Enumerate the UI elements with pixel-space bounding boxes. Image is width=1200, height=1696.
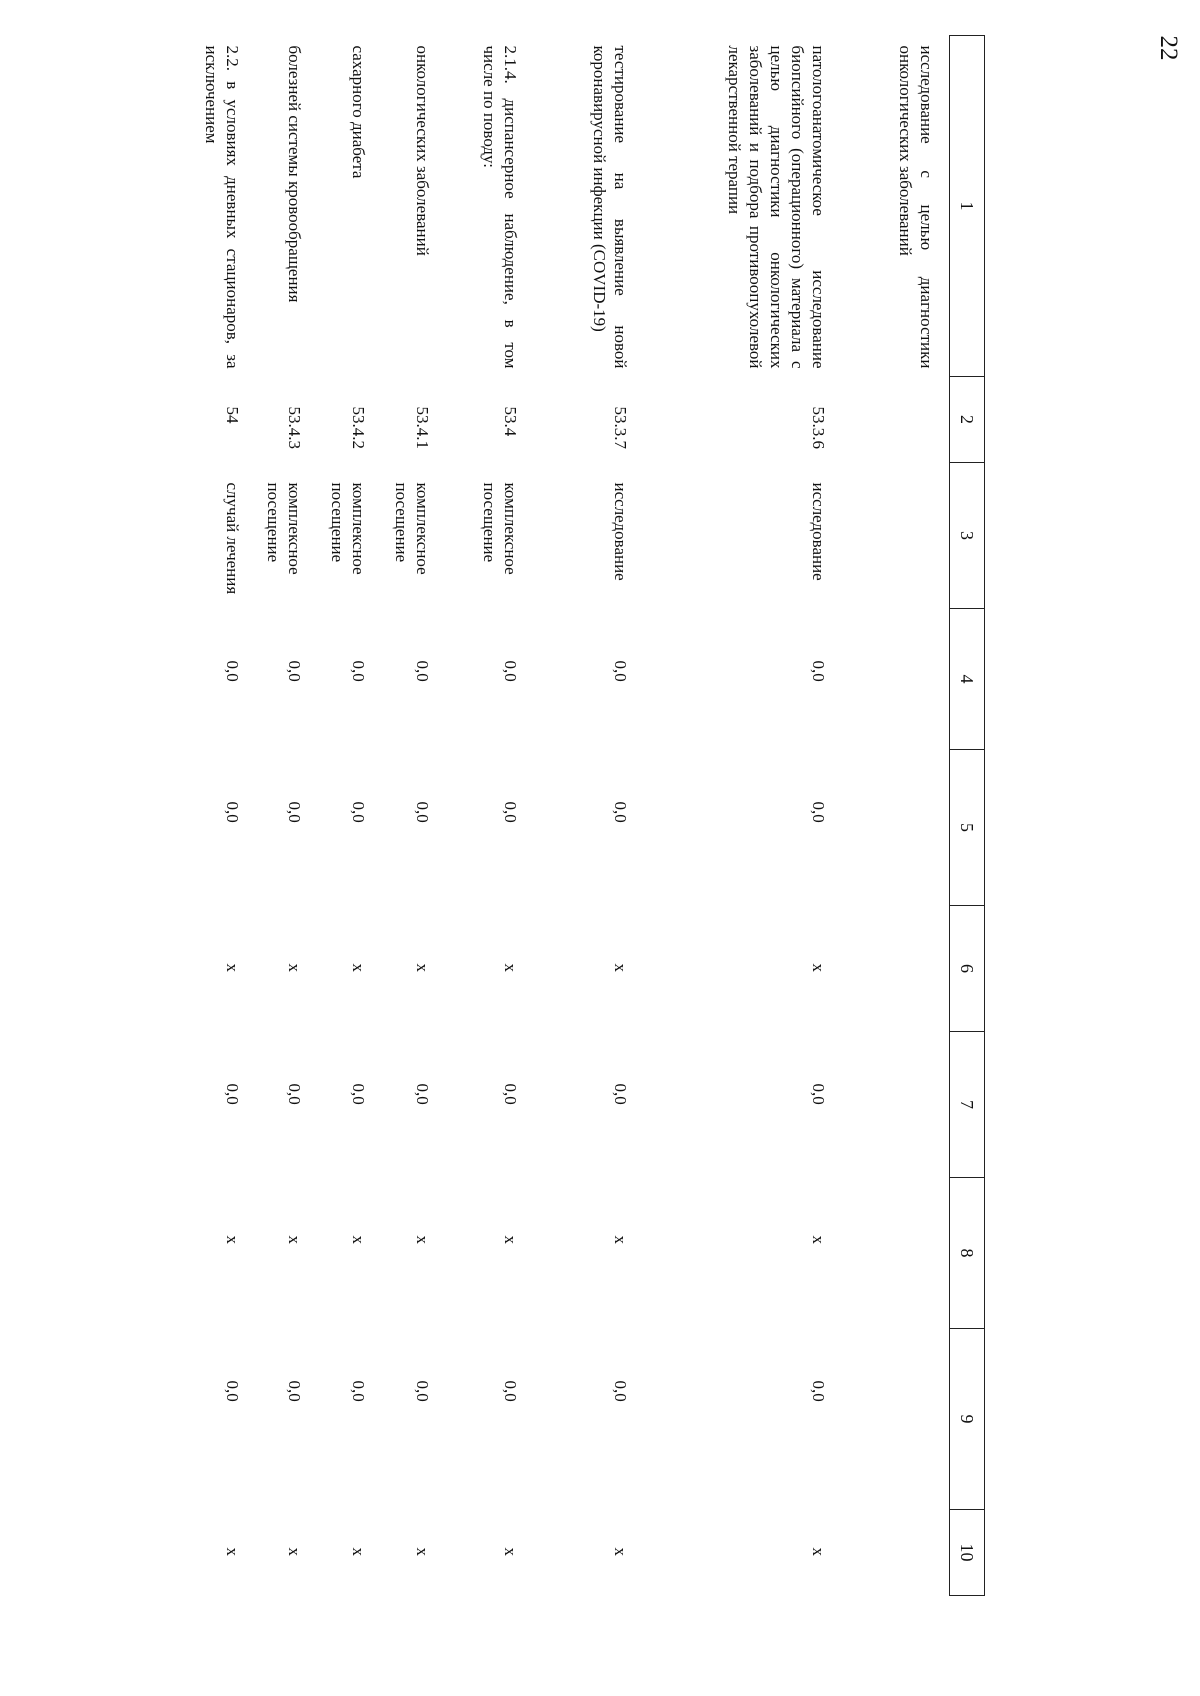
table-row (433, 36, 521, 1596)
cell-col5: 0,0 (413, 801, 432, 823)
cell-col7: 0,0 (223, 1083, 242, 1105)
cell-col8: х (413, 1235, 432, 1244)
cell-col6: х (413, 963, 432, 972)
cell-col10: х (809, 1547, 828, 1556)
row-unit: комплексное посещение (392, 482, 432, 575)
cell-col6: х (349, 963, 368, 972)
cell-col9: 0,0 (809, 1380, 828, 1402)
cell-col8: х (611, 1235, 630, 1244)
column-header-1: 1 (950, 36, 985, 377)
cell-col7 (829, 1032, 937, 1178)
cell-col8: х (285, 1235, 304, 1244)
cell-col7: 0,0 (349, 1083, 368, 1105)
row-name: онкологических заболеваний (413, 45, 432, 256)
cell-col6: х (501, 963, 520, 972)
column-header-5: 5 (950, 750, 985, 906)
column-header-7: 7 (950, 1032, 985, 1178)
column-header-8: 8 (950, 1178, 985, 1329)
cell-col9: 0,0 (349, 1380, 368, 1402)
cell-col4: 0,0 (223, 660, 242, 682)
cell-col5: 0,0 (223, 801, 242, 823)
row-unit: комплексное посещение (264, 482, 304, 575)
row-unit: исследование (809, 482, 828, 581)
row-code: 53.3.7 (611, 406, 630, 449)
table-row (521, 36, 631, 1596)
row-code: 53.4.1 (413, 406, 432, 449)
row-unit: комплексное посещение (480, 482, 520, 575)
cell-col4: 0,0 (285, 660, 304, 682)
cell-col10: х (413, 1547, 432, 1556)
cell-col8: х (349, 1235, 368, 1244)
cell-col5: 0,0 (611, 801, 630, 823)
cell-col7: 0,0 (285, 1083, 304, 1105)
cell-col10 (829, 1510, 937, 1596)
data-table (177, 35, 985, 1596)
cell-col7: 0,0 (413, 1083, 432, 1105)
table-row (305, 36, 369, 1596)
row-name: тестирование на выявление новой коронавирусной инфекции (COVID-19) (590, 45, 630, 369)
cell-col5 (829, 750, 937, 906)
cell-col5: 0,0 (285, 801, 304, 823)
row-name: патологоанатомическое исследование биопсийного (операционного) материала с целью диагностики онкологических заболеваний и подбора противоопухолевой лекарственной терапии (725, 45, 828, 369)
row-name: болезней системы кровообращения (285, 45, 304, 303)
table-row (631, 36, 829, 1596)
cell-col9: 0,0 (611, 1380, 630, 1402)
row-unit: комплексное посещение (328, 482, 368, 575)
column-header-6: 6 (950, 906, 985, 1032)
row-name: сахарного диабета (349, 45, 368, 179)
table-row (243, 36, 305, 1596)
cell-col6: х (809, 963, 828, 972)
row-unit: исследование (611, 482, 630, 581)
rotated-table-page (202, 35, 985, 1585)
cell-col8: х (501, 1235, 520, 1244)
table-body (177, 36, 950, 1596)
cell-col4: 0,0 (349, 660, 368, 682)
header-row (950, 36, 985, 1596)
page-number: 22 (1155, 35, 1182, 61)
row-code: 53.4.2 (349, 406, 368, 449)
row-unit: случай лечения (223, 482, 242, 595)
row-unit (829, 463, 937, 609)
column-header-10: 10 (950, 1510, 985, 1596)
table-row (177, 36, 243, 1596)
cell-col4: 0,0 (809, 660, 828, 682)
cell-col9: 0,0 (501, 1380, 520, 1402)
cell-col9: 0,0 (413, 1380, 432, 1402)
cell-col5: 0,0 (349, 801, 368, 823)
cell-col4: 0,0 (413, 660, 432, 682)
cell-col10: х (611, 1547, 630, 1556)
cell-col10: х (349, 1547, 368, 1556)
row-code (829, 377, 937, 463)
cell-col9: 0,0 (285, 1380, 304, 1402)
cell-col9: 0,0 (223, 1380, 242, 1402)
row-code: 54 (223, 406, 242, 424)
row-code: 53.4.3 (285, 406, 304, 449)
row-name: 2.1.4. диспансерное наблюдение, в том числе по поводу: (480, 45, 520, 369)
cell-col4: 0,0 (611, 660, 630, 682)
row-name: исследование с целью диагностики онкологических заболеваний (896, 45, 936, 369)
cell-col9 (829, 1329, 937, 1510)
cell-col5: 0,0 (501, 801, 520, 823)
cell-col5: 0,0 (809, 801, 828, 823)
cell-col6 (829, 906, 937, 1032)
cell-col6: х (223, 963, 242, 972)
cell-col6: х (285, 963, 304, 972)
table-row (369, 36, 433, 1596)
cell-col7: 0,0 (501, 1083, 520, 1105)
cell-col4 (829, 609, 937, 750)
cell-col10: х (285, 1547, 304, 1556)
cell-col10: х (501, 1547, 520, 1556)
column-header-2: 2 (950, 377, 985, 463)
row-code: 53.4 (501, 406, 520, 437)
cell-col7: 0,0 (611, 1083, 630, 1105)
cell-col8: х (223, 1235, 242, 1244)
row-code: 53.3.6 (809, 406, 828, 449)
table-row (829, 36, 937, 1596)
cell-col10: х (223, 1547, 242, 1556)
column-header-4: 4 (950, 609, 985, 750)
table-header (950, 36, 985, 1596)
cell-col8: х (809, 1235, 828, 1244)
column-header-3: 3 (950, 463, 985, 609)
cell-col7: 0,0 (809, 1083, 828, 1105)
cell-col6: х (611, 963, 630, 972)
cell-col8 (829, 1178, 937, 1329)
row-name: 2.2. в условиях дневных стационаров, за исключением (202, 45, 242, 369)
cell-col4: 0,0 (501, 660, 520, 682)
column-header-9: 9 (950, 1329, 985, 1510)
